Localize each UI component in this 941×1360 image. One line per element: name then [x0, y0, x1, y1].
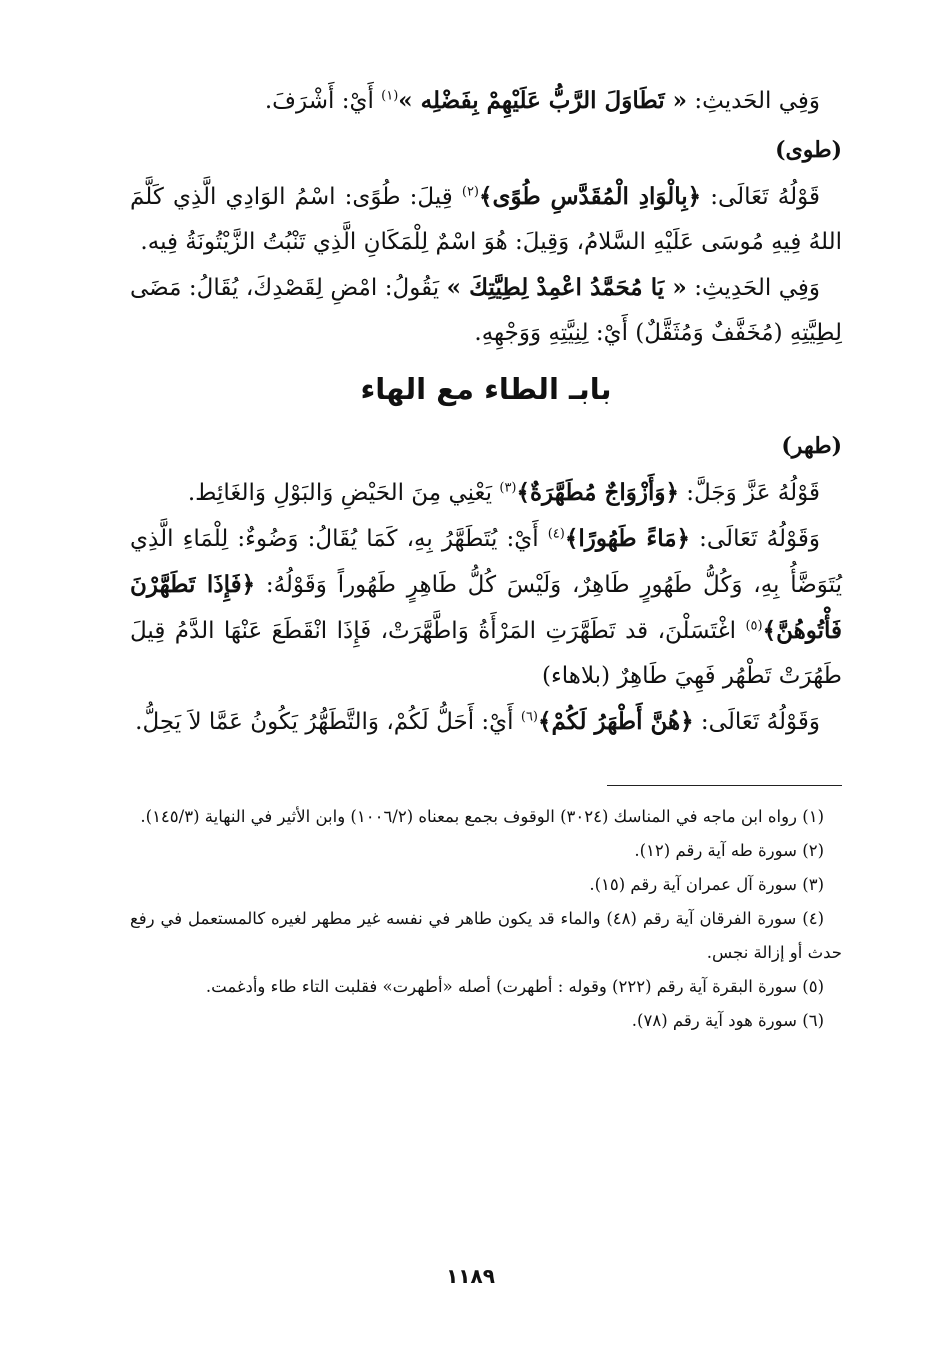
footnote-ref: (٣): [499, 480, 517, 496]
paragraph-mutahhara: [130, 470, 842, 516]
quran-quote: ﴿هُنَّ أَطْهَرُ لَكُمْ﴾: [538, 708, 694, 735]
paragraph-athar: [130, 699, 842, 745]
footnote-4: (٤) سورة الفرقان آية رقم (٤٨) والماء قد يكون طاهر في نفسه غير مطهر لغيره كالمستعمل في رفع حدث أو إزالة نجس.: [130, 909, 842, 962]
paragraph-tahur: [130, 516, 842, 699]
page-number: ١١٨٩: [446, 1264, 495, 1288]
footnote-ref: (٦): [520, 709, 538, 725]
paragraph-text: قِيلَ: طُوًى: اسْمُ الوَادِي الَّذِي كَلَّمَ اللهُ فِيهِ مُوسَى عَلَيْهِ السَّلامُ، وَقِيلَ: هُوَ اسْمٌ لِلْمَكَانِ الَّذِي تَنْبُتُ الزَّيْتُونَةُ فِيه.: [130, 184, 842, 255]
paragraph-text: وَفِي الحَدِيثِ:: [686, 275, 820, 301]
paragraph-text: يَقُولُ: امْضِ لِقَصْدِكَ، يُقَالُ: مَضَى لِطِيَّتِهِ (مُخَفَّفٌ وَمُثَقَّلٌ) أَيْ: لِنِيَّتِهِ وَوَجْهِهِ.: [130, 275, 842, 346]
paragraph-text: يَعْنِي مِنَ الحَيْضِ وَالبَوْلِ وَالغَائِط.: [187, 480, 500, 506]
footnote-3: (٣) سورة آل عمران آية رقم (١٥).: [589, 875, 824, 894]
paragraph-hadith-tiyya: [130, 265, 842, 356]
footnote-ref: (٢): [461, 184, 479, 200]
entry-heading-tahara: (طهر): [781, 433, 842, 459]
paragraph-text: قَوْلُهُ تَعَالَى:: [701, 184, 820, 210]
paragraph-text: قَوْلُهُ عَزَّ وَجَلَّ:: [678, 480, 820, 506]
footnote-2: (٢) سورة طه آية رقم (١٢).: [634, 841, 824, 860]
footnote-5: (٥) سورة البقرة آية رقم (٢٢٢) وقوله : أطهرت) أصله «أطهرت» فقلبت التاء طاء وأدغمت.: [205, 977, 824, 996]
hadith-quote: « يَا مُحَمَّدُ اعْمِدْ لِطِيَّتِكَ »: [446, 274, 687, 301]
footnotes: [130, 800, 842, 1038]
paragraph-tuwa: [130, 174, 842, 265]
footnote-1: (١) رواه ابن ماجه في المناسك (٣٠٢٤) الوقوف بجمع بمعناه (١٠٠٦/٢) وابن الأثير في النهاية (١٤٥/٣).: [140, 807, 824, 826]
quran-quote: ﴿فَإِذَا تَطَهَّرْنَ فَأْتُوهُنَّ﴾: [130, 571, 842, 644]
paragraph-text: أَيْ: أَشْرَفَ.: [264, 88, 382, 114]
footnote-6: (٦) سورة هود آية رقم (٧٨).: [631, 1011, 824, 1030]
book-page: [130, 78, 842, 1318]
footnote-ref: (١): [381, 88, 399, 104]
paragraph-text: أَيْ: أَحَلُّ لَكُمْ، وَالتَّطَهُّرُ يَكُونُ عَمَّا لاَ يَحِلُّ.: [135, 709, 521, 735]
paragraph-text: اغْتَسَلْنَ، قد تَطَهَّرَتِ المَرْأَةُ وَاطَّهَّرَتْ، فَإِذَا انْقَطَعَ عَنْهَا الدَّمُ قِيلَ طَهُرَتْ تَطْهُر فَهِيَ طَاهِرٌ (بلاهاء): [130, 618, 842, 689]
chapter-title: بابـ الطاء مع الهاء: [360, 372, 612, 406]
paragraph-text: وَفِي الحَديثِ:: [687, 88, 820, 114]
quran-quote: ﴿وَأَزْوَاجٌ مُطَهَّرَةٌ﴾: [516, 479, 679, 506]
paragraph-hadith-tatawala: [130, 78, 842, 124]
entry-heading-tawa: (طوى): [775, 137, 842, 163]
paragraph-text: أَيْ: يُتَطَهَّرُ بِهِ، كَمَا يُقَالُ: وَضُوءٌ: لِلْمَاءِ الَّذِي يُتَوَضَّأُ بِهِ، وَكُلُّ طَهُورٍ طَاهِرٌ، وَلَيْسَ كُلُّ طَاهِرٍ طَهُوراً وَقَوْلُهُ:: [130, 526, 842, 598]
paragraph-text: وَقَوْلُهُ تَعَالَى:: [693, 709, 820, 735]
quran-quote: ﴿بِالْوَادِ الْمُقَدَّسِ طُوًى﴾: [479, 183, 702, 210]
paragraph-text: وَقَوْلُهُ تَعَالَى:: [690, 526, 820, 552]
main-text: [130, 78, 842, 745]
hadith-quote: « تَطَاوَلَ الرَّبُّ عَلَيْهِمْ بِفَضْلِه »: [398, 87, 688, 114]
footnote-ref: (٤): [547, 526, 565, 542]
footnote-ref: (٥): [745, 618, 763, 634]
quran-quote: ﴿مَاءً طَهُورًا﴾: [564, 525, 691, 552]
footnote-separator: [607, 785, 842, 786]
